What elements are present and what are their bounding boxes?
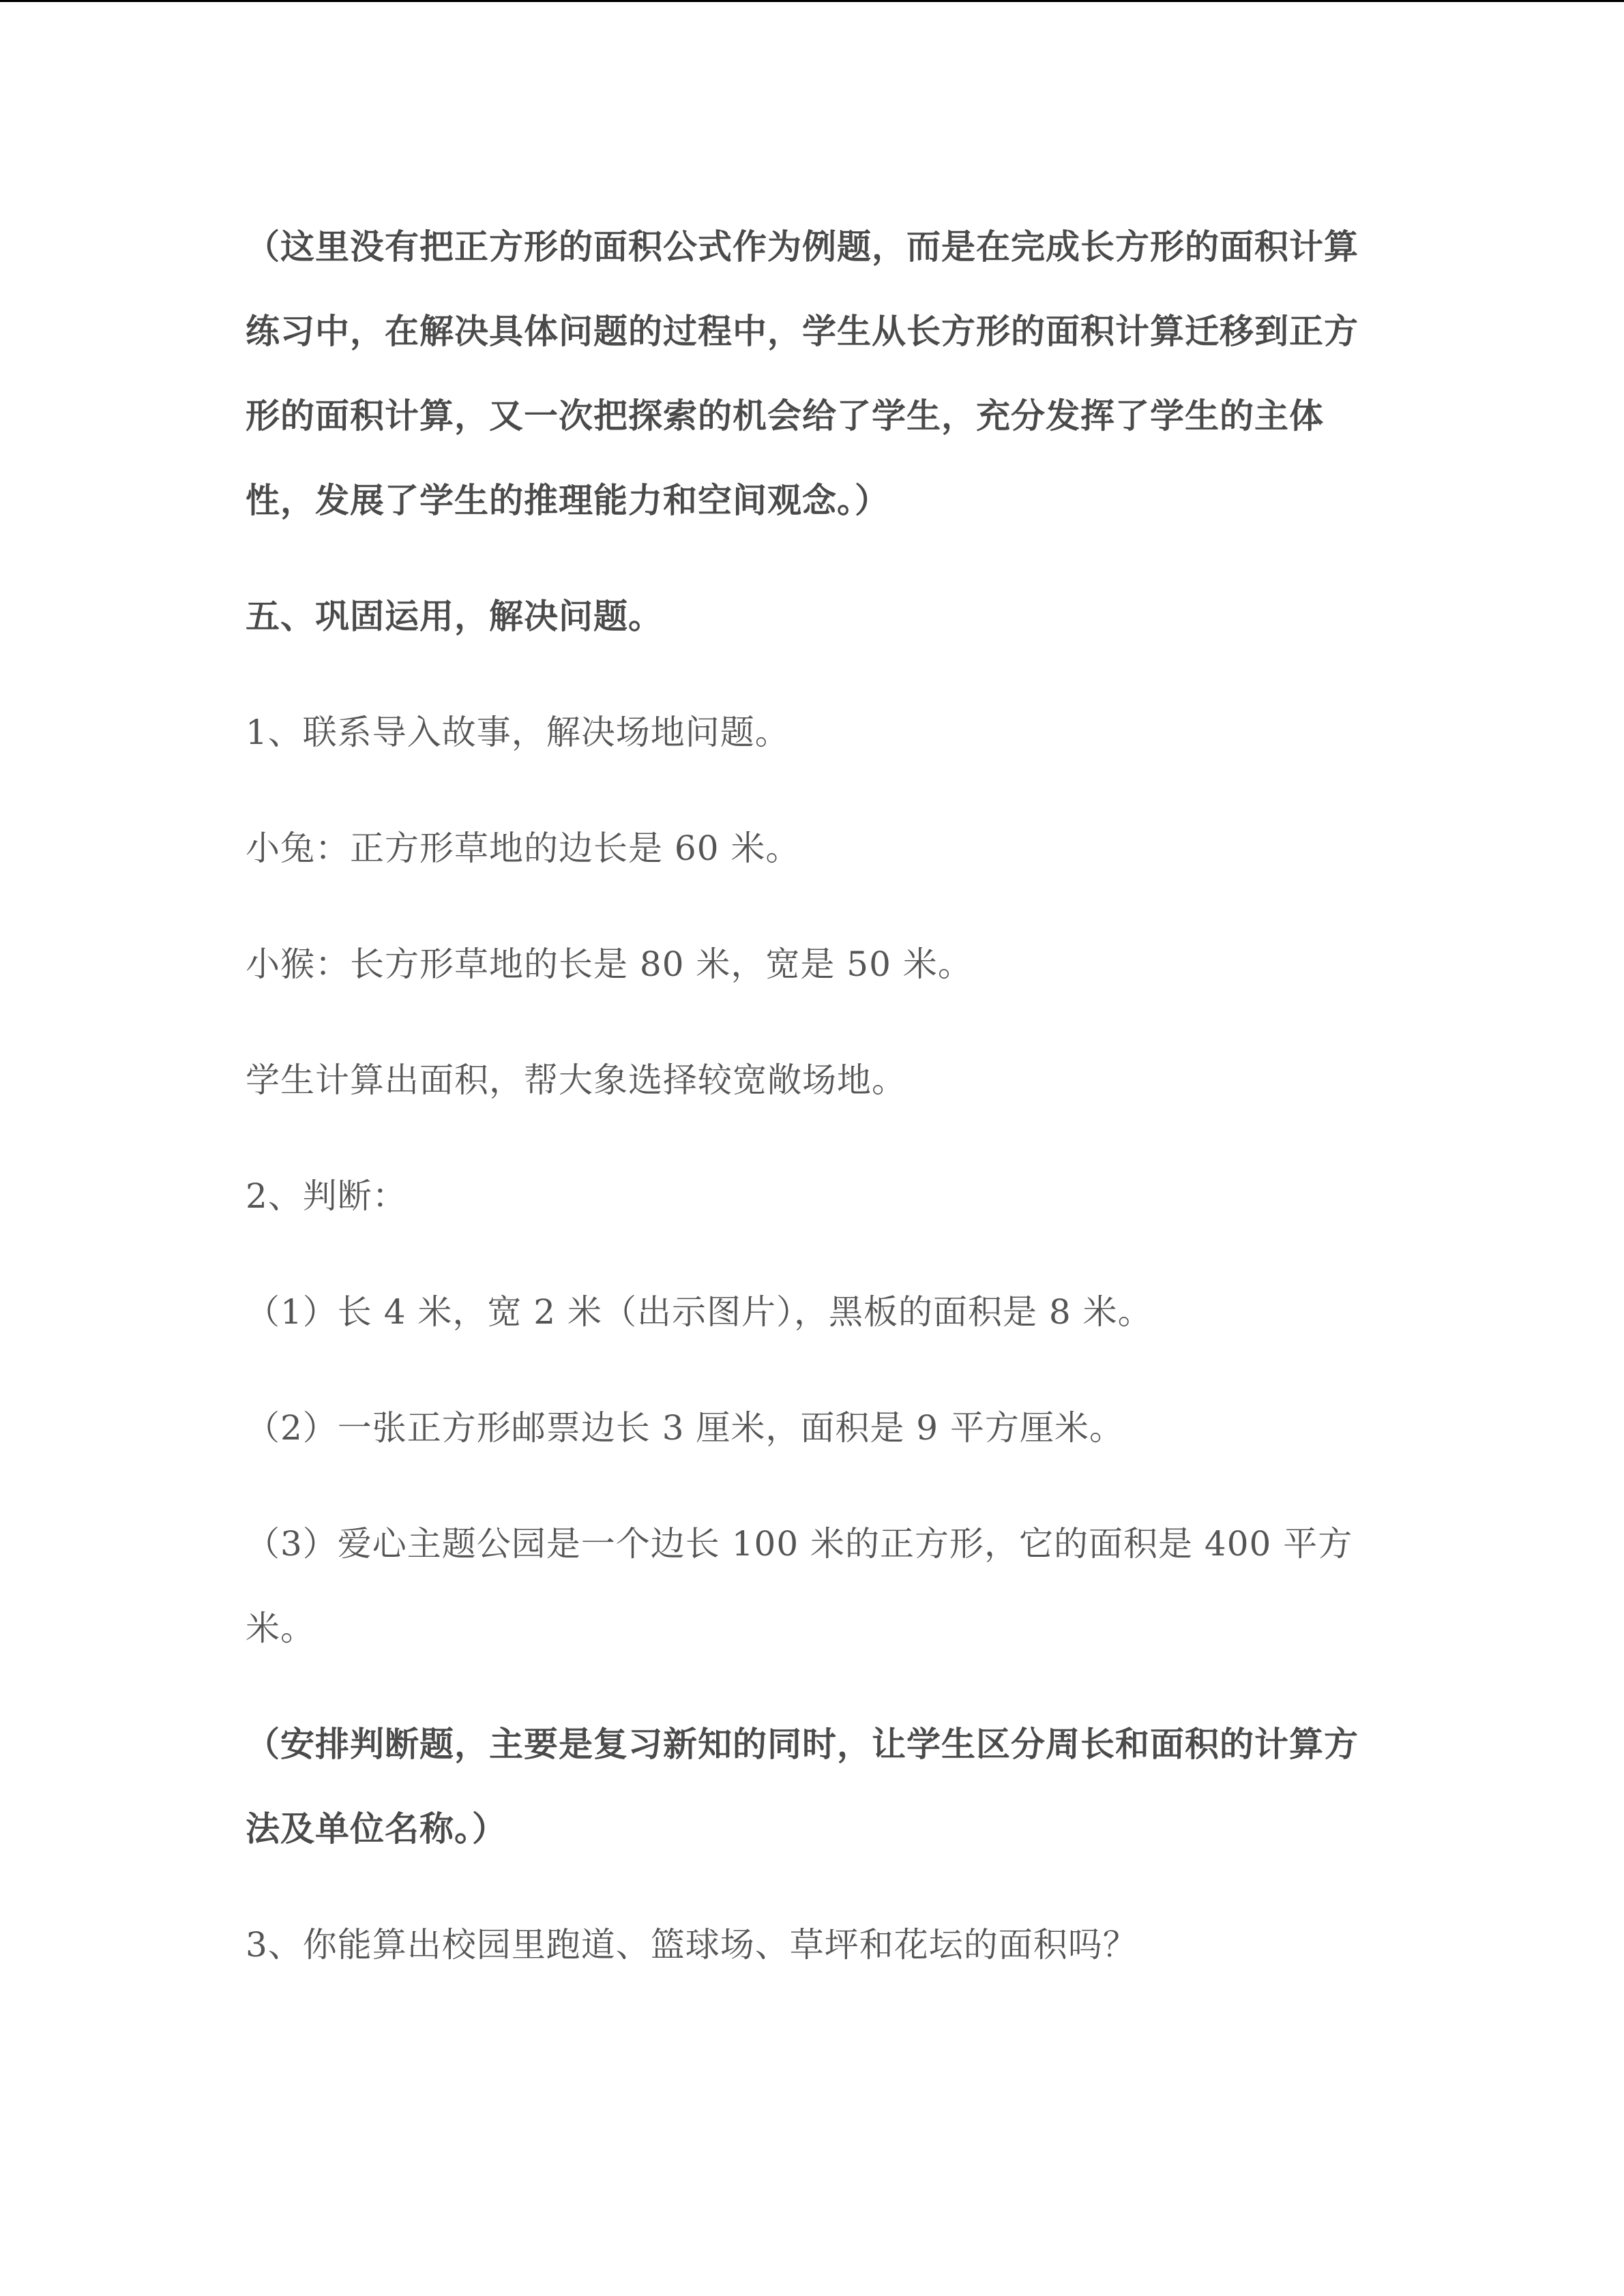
- judgement-question-1: （1）长 4 米，宽 2 米（出示图片），黑板的面积是 8 米。: [246, 1292, 1153, 1332]
- item-1-heading: 1、联系导入故事，解决场地问题。: [246, 713, 790, 752]
- student-task: 学生计算出面积，帮大象选择较宽敞场地。: [246, 1060, 906, 1100]
- judgement-question-2: （2）一张正方形邮票边长 3 厘米，面积是 9 平方厘米。: [246, 1408, 1125, 1448]
- item-3-question: 3、你能算出校园里跑道、篮球场、草坪和花坛的面积吗？: [246, 1925, 1138, 1965]
- document-page: [246, 205, 1378, 1987]
- section-heading-five: 五、巩固运用，解决问题。: [246, 596, 663, 636]
- teaching-note-paragraph-1: （这里没有把正方形的面积公式作为例题，而是在完成长方形的面积计算练习中，在解决具体问题的过程中，学生从长方形的面积计算迁移到正方形的面积计算，又一次把探索的机会给了学生，充分发挥了学生的主体性，发展了学生的推理能力和空间观念。）: [246, 226, 1359, 520]
- item-2-heading: 2、判断：: [246, 1176, 407, 1216]
- judgement-question-3: （3）爱心主题公园是一个边长 100 米的正方形，它的面积是 400 平方米。: [246, 1524, 1353, 1648]
- rabbit-statement: 小兔：正方形草地的边长是 60 米。: [246, 829, 801, 868]
- monkey-statement: 小猴：长方形草地的长是 80 米，宽是 50 米。: [246, 944, 973, 984]
- teaching-note-paragraph-2: （安排判断题，主要是复习新知的同时，让学生区分周长和面积的计算方法及单位名称。）: [246, 1724, 1359, 1849]
- top-border-rule: [0, 0, 1624, 2]
